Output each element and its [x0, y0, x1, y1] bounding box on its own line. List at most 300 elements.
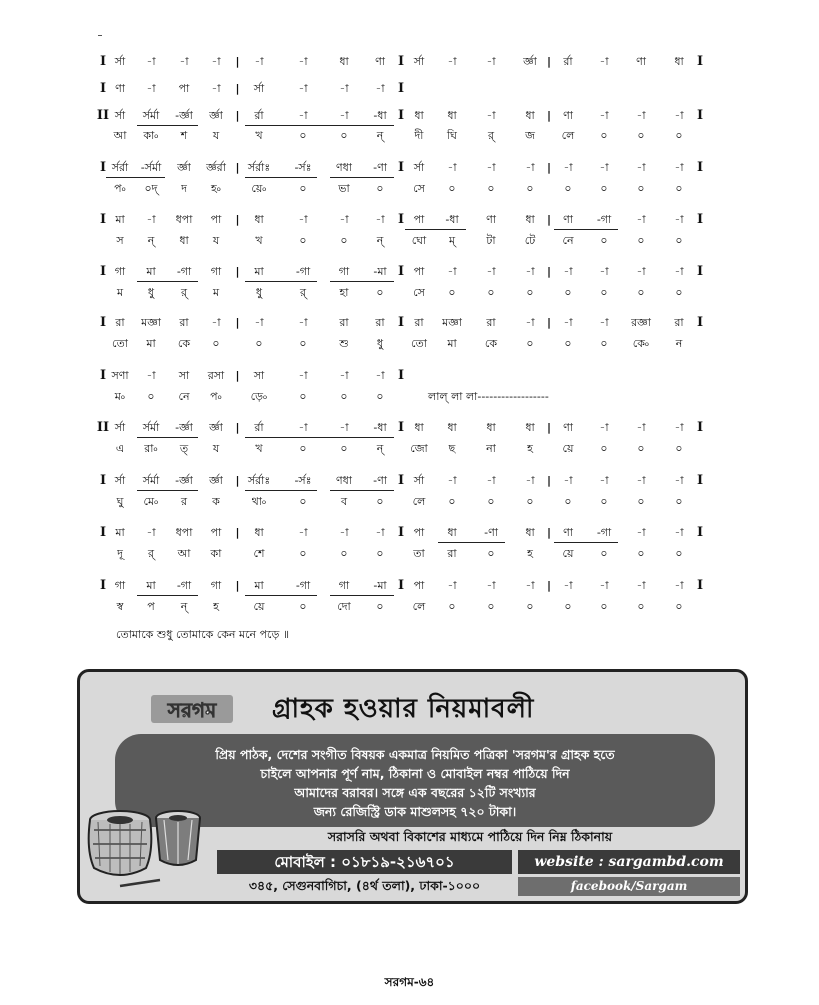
svara-note: ধা: [447, 109, 457, 122]
lyric-syllable: হ: [527, 547, 533, 560]
svara-note: ধা: [447, 526, 457, 539]
lyric-row: [0, 544, 819, 564]
bar-line: I: [99, 81, 107, 96]
lyric-syllable: তো: [411, 337, 427, 350]
svara-note: -া: [636, 265, 646, 278]
lyric-syllable: য: [212, 234, 220, 247]
lyric-syllable: ০: [448, 182, 456, 195]
lyric-syllable: ০: [637, 495, 645, 508]
svara-note: -া: [674, 265, 684, 278]
lyric-extra: লাল্ লা লা------------------: [428, 390, 549, 403]
svara-note: রা: [115, 316, 125, 329]
svara-note: গা: [210, 579, 222, 592]
lyric-syllable: খ: [255, 442, 263, 455]
svara-note: -া: [298, 316, 308, 329]
svara-note: ধপা: [175, 526, 193, 539]
svara-note: -া: [636, 421, 646, 434]
lyric-syllable: ০: [299, 129, 307, 142]
lyric-row: [0, 179, 819, 199]
svara-note: র্সর্রাঃ: [247, 474, 271, 487]
svara-note: -া: [339, 82, 349, 95]
lyric-syllable: ০: [600, 234, 608, 247]
svara-note: -া: [486, 265, 496, 278]
beat-divider: |: [235, 161, 240, 174]
svara-note: -ণা: [373, 161, 387, 174]
svara-note: -র্জ্ঞা: [175, 474, 193, 487]
svara-note: মা: [146, 579, 156, 592]
sargam-logo: [151, 691, 233, 727]
svara-row: [0, 366, 819, 386]
svara-note: -া: [447, 474, 457, 487]
lyric-syllable: থা৹: [251, 495, 267, 508]
lyric-syllable: স্ব: [116, 600, 124, 613]
svara-note: ধা: [254, 526, 264, 539]
meend-underline: [137, 437, 198, 438]
bar-line: I: [99, 473, 107, 488]
svara-note: -র্সর্মা: [140, 161, 162, 174]
lyric-syllable: ০: [637, 600, 645, 613]
svara-row: [0, 418, 819, 438]
svara-note: -গা: [596, 526, 612, 539]
svara-note: -া: [636, 161, 646, 174]
svara-note: -া: [146, 369, 156, 382]
beat-divider: |: [235, 421, 240, 434]
meend-underline: [405, 229, 466, 230]
lyric-syllable: লে: [412, 600, 426, 613]
svara-note: -া: [146, 213, 156, 226]
svara-row: [0, 210, 819, 230]
lyric-syllable: হ: [213, 600, 219, 613]
svara-note: -া: [211, 55, 221, 68]
svara-note: পা: [413, 526, 425, 539]
bar-line: II: [96, 420, 110, 435]
lyric-syllable: ০: [637, 182, 645, 195]
lyric-syllable: র্: [299, 286, 307, 299]
svara-note: গা: [210, 265, 222, 278]
lyric-syllable: র্: [180, 286, 188, 299]
svara-note: -া: [375, 213, 385, 226]
svara-note: -মা: [373, 579, 387, 592]
meend-underline: [330, 177, 394, 178]
beat-divider: |: [235, 526, 240, 539]
lyric-syllable: ন্: [147, 234, 155, 247]
beat-divider: |: [235, 316, 240, 329]
mobile-number: মোবাইল : ০১৮১৯-২১৬৭০১: [217, 850, 512, 874]
lyric-syllable: জ: [525, 129, 535, 142]
svara-note: সা: [178, 369, 190, 382]
svara-note: রা: [375, 316, 385, 329]
lyric-syllable: ০: [564, 182, 572, 195]
lyric-syllable: কে৹: [632, 337, 650, 350]
svara-note: র্সা: [413, 55, 425, 68]
bar-line: I: [397, 420, 405, 435]
bar-line: I: [99, 160, 107, 175]
info-line: আমাদের বরাবর। সঙ্গে এক বছরের ১২টি সংখ্যার: [294, 785, 536, 800]
lyric-row: [0, 231, 819, 251]
lyric-row: [0, 387, 819, 407]
lyric-syllable: ০: [600, 337, 608, 350]
svara-note: -া: [636, 213, 646, 226]
lyric-syllable: শে: [253, 547, 265, 560]
svara-row: [0, 158, 819, 178]
beat-divider: |: [546, 109, 552, 122]
svara-note: -া: [298, 526, 308, 539]
lyric-syllable: ০: [448, 600, 456, 613]
svara-note: র্রা: [254, 109, 264, 122]
svara-note: র্সা: [114, 474, 126, 487]
svara-row: [0, 576, 819, 596]
lyric-syllable: আ: [113, 129, 127, 142]
bar-line: I: [696, 420, 704, 435]
bar-line: I: [397, 264, 405, 279]
lyric-syllable: নে: [178, 390, 190, 403]
bar-line: I: [397, 54, 405, 69]
beat-divider: |: [235, 109, 240, 122]
meend-underline: [106, 177, 165, 178]
bar-line: I: [696, 212, 704, 227]
meend-underline: [137, 281, 198, 282]
lyric-syllable: জো: [410, 442, 428, 455]
lyric-syllable: মা: [146, 337, 156, 350]
lyric-syllable: দ: [181, 182, 187, 195]
svara-note: -া: [146, 526, 156, 539]
lyric-syllable: ০: [564, 600, 572, 613]
svara-note: -া: [599, 109, 609, 122]
svara-note: মা: [115, 213, 125, 226]
bar-line: I: [397, 108, 405, 123]
svara-note: পা: [178, 82, 190, 95]
svara-note: গা: [338, 579, 350, 592]
svara-row: [0, 106, 819, 126]
svara-note: -া: [599, 421, 609, 434]
beat-divider: |: [235, 579, 240, 592]
svara-note: -া: [599, 55, 609, 68]
beat-divider: |: [546, 474, 552, 487]
lyric-syllable: হ: [527, 442, 533, 455]
lyric-syllable: য়ে৹: [251, 182, 267, 195]
svara-note: -র্জ্ঞা: [175, 109, 193, 122]
lyric-syllable: ঘো: [411, 234, 427, 247]
svara-note: -া: [599, 316, 609, 329]
lyric-syllable: ০: [487, 547, 495, 560]
svara-note: ধা: [339, 55, 349, 68]
svara-note: -মা: [373, 265, 387, 278]
svara-row: [0, 262, 819, 282]
svara-note: -া: [339, 369, 349, 382]
svara-note: -া: [599, 474, 609, 487]
svara-note: রা: [179, 316, 189, 329]
svara-note: -ধা: [373, 421, 387, 434]
lyric-syllable: ০: [340, 129, 348, 142]
svara-note: -া: [563, 316, 573, 329]
beat-divider: |: [235, 265, 240, 278]
bar-line: II: [96, 108, 110, 123]
svara-note: পা: [413, 579, 425, 592]
lyric-syllable: ০: [299, 600, 307, 613]
beat-divider: |: [546, 161, 552, 174]
lyric-syllable: য়ে: [253, 600, 265, 613]
svara-note: -া: [563, 579, 573, 592]
lyric-syllable: টে: [524, 234, 536, 247]
svara-note: র্সা: [114, 421, 126, 434]
facebook-link[interactable]: facebook/Sargam: [518, 877, 740, 896]
bar-line: I: [696, 315, 704, 330]
lyric-syllable: ০: [600, 182, 608, 195]
info-line: জন্য রেজিস্ট্রি ডাক মাশুলসহ ৭২০ টাকা।: [313, 804, 517, 819]
meend-underline: [554, 542, 618, 543]
svara-note: -ণা: [373, 474, 387, 487]
svara-note: ণা: [563, 213, 573, 226]
svara-note: -গা: [295, 265, 311, 278]
beat-divider: |: [235, 474, 240, 487]
lyric-syllable: ০: [600, 442, 608, 455]
svara-note: -া: [486, 579, 496, 592]
svara-note: ধা: [674, 55, 684, 68]
lyric-syllable: ন্: [376, 234, 384, 247]
svara-note: -া: [674, 579, 684, 592]
svara-note: -া: [674, 213, 684, 226]
lyric-syllable: য: [212, 442, 220, 455]
svara-note: র্সর্মা: [142, 109, 160, 122]
svara-note: ধা: [447, 421, 457, 434]
lyric-syllable: ক: [212, 495, 220, 508]
info-line: চাইলে আপনার পূর্ণ নাম, ঠিকানা ও মোবাইল নম্বর পাঠিয়ে দিন: [260, 766, 570, 781]
lyric-syllable: ধু: [376, 337, 384, 350]
svara-note: -গা: [176, 265, 192, 278]
lyric-syllable: কা: [210, 547, 222, 560]
beat-divider: |: [546, 526, 552, 539]
svara-note: মা: [115, 526, 125, 539]
svara-note: -া: [674, 474, 684, 487]
lyric-syllable: টা: [486, 234, 496, 247]
lyric-syllable: ০: [637, 547, 645, 560]
lyric-syllable: ব: [340, 495, 348, 508]
lyric-syllable: ০: [526, 286, 534, 299]
website-link[interactable]: website : sargambd.com: [518, 850, 740, 874]
svara-note: -া: [486, 109, 496, 122]
svara-note: ণা: [563, 109, 573, 122]
lyric-syllable: ০: [637, 234, 645, 247]
svara-note: -া: [563, 474, 573, 487]
beat-divider: |: [546, 316, 552, 329]
svara-note: -া: [146, 55, 156, 68]
svara-note: -া: [525, 579, 535, 592]
lyric-row: [0, 492, 819, 512]
svara-note: -া: [211, 316, 221, 329]
lyric-row: [0, 597, 819, 617]
lyric-syllable: ০: [637, 286, 645, 299]
lyric-syllable: ০: [376, 547, 384, 560]
bar-line: I: [397, 525, 405, 540]
svara-note: -া: [339, 526, 349, 539]
svara-note: -া: [298, 82, 308, 95]
svara-note: -ধা: [445, 213, 459, 226]
bar-line: I: [99, 368, 107, 383]
lyric-syllable: য়ে: [562, 442, 574, 455]
lyric-syllable: ০: [212, 337, 220, 350]
svara-note: পা: [413, 213, 425, 226]
lyric-syllable: ০: [600, 495, 608, 508]
lyric-syllable: ০: [299, 337, 307, 350]
lyric-syllable: ০: [255, 337, 263, 350]
svara-note: ণধা: [335, 474, 353, 487]
svara-note: -া: [447, 579, 457, 592]
svara-note: মজ্ঞা: [442, 316, 462, 329]
lyric-syllable: ছ: [448, 442, 456, 455]
bar-line: I: [99, 315, 107, 330]
svara-note: র্সর্মা: [142, 474, 160, 487]
lyric-syllable: ০: [376, 390, 384, 403]
lyric-syllable: ০: [564, 337, 572, 350]
svara-note: -া: [674, 161, 684, 174]
svara-row: [0, 313, 819, 333]
svara-note: ণা: [375, 55, 385, 68]
lyric-syllable: ০: [600, 547, 608, 560]
svara-note: -া: [525, 474, 535, 487]
svara-note: র্সা: [114, 55, 126, 68]
svara-note: -গা: [596, 213, 612, 226]
svara-note: র্সর্মা: [142, 421, 160, 434]
svara-note: র্জ্ঞর্রা: [206, 161, 226, 174]
bar-line: I: [99, 54, 107, 69]
bar-line: I: [696, 54, 704, 69]
svara-note: র্সা: [114, 109, 126, 122]
svara-note: পা: [210, 213, 222, 226]
svara-note: ধা: [254, 213, 264, 226]
svara-note: পা: [210, 526, 222, 539]
svara-note: -া: [254, 55, 264, 68]
lyric-syllable: ০: [526, 495, 534, 508]
lyric-syllable: দূ: [117, 547, 123, 560]
svara-note: সণা: [111, 369, 129, 382]
svara-note: ধা: [525, 421, 535, 434]
svara-row: [0, 471, 819, 491]
svara-note: -ণা: [484, 526, 498, 539]
svara-note: সা: [253, 369, 265, 382]
svara-note: মা: [254, 265, 264, 278]
lyric-syllable: ০: [675, 286, 683, 299]
lyric-syllable: ভা: [338, 182, 350, 195]
meend-underline: [245, 595, 317, 596]
svara-note: -া: [339, 109, 349, 122]
lyric-syllable: ০: [487, 182, 495, 195]
lyric-syllable: য়ে: [562, 547, 574, 560]
lyric-syllable: ০: [526, 337, 534, 350]
svara-note: -গা: [176, 579, 192, 592]
lyric-syllable: ন্: [180, 600, 188, 613]
lyric-syllable: ০: [299, 442, 307, 455]
beat-divider: |: [546, 421, 552, 434]
svara-note: রসা: [207, 369, 225, 382]
lyric-syllable: ম্: [448, 234, 456, 247]
meend-underline: [330, 281, 394, 282]
lyric-syllable: ম: [212, 286, 220, 299]
svara-note: র্সা: [413, 474, 425, 487]
lyric-syllable: ন্: [376, 129, 384, 142]
bar-line: I: [696, 525, 704, 540]
svara-note: র্জ্ঞা: [523, 55, 537, 68]
lyric-syllable: ০: [675, 129, 683, 142]
lyric-syllable: ০দ্: [144, 182, 158, 195]
lyric-syllable: ০: [675, 442, 683, 455]
lyric-syllable: ০: [448, 286, 456, 299]
lyric-syllable: ০: [675, 547, 683, 560]
svara-note: ণা: [115, 82, 125, 95]
postal-address: ৩৪৫, সেগুনবাগিচা, (৪র্থ তলা), ঢাকা-১০০০: [248, 878, 481, 893]
bar-line: I: [696, 108, 704, 123]
lyric-syllable: ০: [526, 182, 534, 195]
svara-note: র্সা: [253, 82, 265, 95]
lyric-syllable: তা: [413, 547, 425, 560]
lyric-syllable: ০: [675, 234, 683, 247]
lyric-syllable: হা: [339, 286, 349, 299]
beat-divider: |: [546, 579, 552, 592]
svara-note: ণা: [563, 421, 573, 434]
svara-note: -া: [447, 55, 457, 68]
svara-note: -র্জ্ঞা: [175, 421, 193, 434]
lyric-syllable: কা৹: [143, 129, 159, 142]
send-instruction: সরাসরি অথবা বিকাশের মাধ্যমে পাঠিয়ে দিন নিম্ন ঠিকানায়: [327, 829, 613, 844]
svara-note: -া: [563, 265, 573, 278]
svara-note: ণধা: [335, 161, 353, 174]
lyric-syllable: ০: [564, 286, 572, 299]
lyric-syllable: সে: [413, 286, 425, 299]
svara-note: -া: [298, 421, 308, 434]
lyric-syllable: মে৹: [143, 495, 159, 508]
lyric-syllable: ০: [600, 286, 608, 299]
svara-note: -া: [179, 55, 189, 68]
lyric-syllable: শ: [180, 129, 188, 142]
svara-note: -া: [211, 82, 221, 95]
lyric-syllable: তো: [112, 337, 128, 350]
lyric-syllable: রা৹: [144, 442, 158, 455]
svara-note: -ধা: [373, 109, 387, 122]
lyric-syllable: র্: [487, 129, 495, 142]
lyric-syllable: ০: [376, 600, 384, 613]
lyric-syllable: প৹: [114, 182, 126, 195]
meend-underline: [137, 595, 198, 596]
svara-note: র্সর্রা: [111, 161, 129, 174]
beat-divider: |: [235, 82, 240, 95]
svara-note: রা: [339, 316, 349, 329]
page-mark: [98, 35, 102, 36]
lyric-syllable: দী: [414, 129, 424, 142]
svara-note: ধপা: [175, 213, 193, 226]
logo-text: সরগম: [167, 698, 217, 722]
meend-underline: [245, 281, 317, 282]
bar-line: I: [99, 525, 107, 540]
svara-note: র্জ্ঞা: [177, 161, 191, 174]
lyric-syllable: প৹: [210, 390, 222, 403]
svara-note: -া: [636, 474, 646, 487]
svara-row: [0, 52, 819, 72]
lyric-syllable: ০: [299, 234, 307, 247]
svara-note: -া: [674, 421, 684, 434]
svara-note: -া: [636, 109, 646, 122]
lyric-syllable: ০: [675, 182, 683, 195]
svara-note: -া: [599, 579, 609, 592]
svara-note: -া: [674, 526, 684, 539]
svara-note: ধা: [414, 421, 424, 434]
meend-underline: [554, 229, 618, 230]
svara-note: -া: [146, 82, 156, 95]
bar-line: I: [397, 473, 405, 488]
svara-note: -া: [636, 526, 646, 539]
lyric-syllable: ০: [376, 495, 384, 508]
lyric-syllable: ত্: [179, 442, 189, 455]
svara-note: র্সা: [413, 161, 425, 174]
svara-note: -া: [525, 265, 535, 278]
